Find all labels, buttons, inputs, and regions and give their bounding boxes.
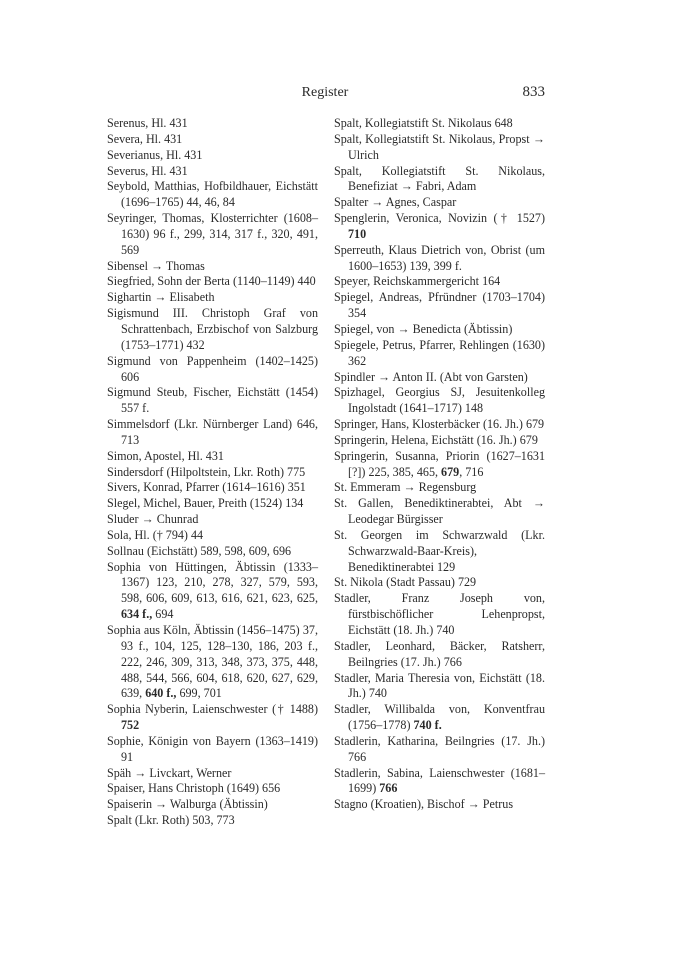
index-entry: Stadler, Maria Theresia von, Eichstätt (18. Jh.) 740: [334, 670, 545, 701]
index-entry: Spaiser, Hans Christoph (1649) 656: [107, 781, 281, 796]
index-entry: Seyringer, Thomas, Klosterrichter (1608–1630) 96 f., 299, 314, 317 f., 320, 491, 569: [107, 211, 318, 257]
index-entry: [334, 766, 545, 798]
index-entry: Spalter → Agnes, Caspar: [334, 195, 457, 210]
entry-text: 694: [152, 607, 174, 622]
index-entry: Spiegele, Petrus, Pfarrer, Rehlingen (1630) 362: [334, 337, 545, 368]
index-entry: St. Georgen im Schwarzwald (Lkr. Schwarzwald-Baar-Kreis), Benediktinerabtei 129: [334, 527, 545, 574]
index-entry: Sibensel → Thomas: [107, 258, 205, 273]
entry-page-bold: 634 f.,: [121, 607, 153, 622]
index-entry: [334, 449, 545, 481]
index-entry: Severianus, Hl. 431: [107, 147, 203, 162]
index-entry: Spalt (Lkr. Roth) 503, 773: [107, 813, 235, 828]
index-entry: Sophie, Königin von Bayern (1363–1419) 91: [107, 733, 318, 764]
index-entry: Sollnau (Eichstätt) 589, 598, 609, 696: [107, 543, 292, 558]
index-entry: Stagno (Kroatien), Bischof → Petrus: [334, 797, 514, 812]
index-entry: Sigmund Steub, Fischer, Eichstätt (1454) 557 f.: [107, 385, 318, 416]
entry-page-bold: 740 f.: [413, 718, 442, 733]
entry-text: Sophia von Hüttingen, Äbtissin (1333–1367) 123, 210, 278, 327, 579, 593, 598, 606, 609, 613, 616, 621, 623, 625,: [107, 559, 318, 606]
entry-page-bold: 679: [441, 464, 460, 479]
entry-page-bold: 640 f.,: [145, 686, 177, 701]
index-entry: Springer, Hans, Klosterbäcker (16. Jh.) 679: [334, 417, 545, 432]
entry-text: Springerin, Susanna, Priorin (1627–1631 [?]) 225, 385, 465,: [334, 448, 545, 479]
index-entry: Späh → Livckart, Werner: [107, 765, 232, 780]
index-column-left: [107, 116, 318, 829]
page-number: 833: [522, 84, 545, 100]
index-entry: Spizhagel, Georgius SJ, Jesuitenkolleg Ingolstadt (1641–1717) 148: [334, 385, 545, 416]
index-entry: Sivers, Konrad, Pfarrer (1614–1616) 351: [107, 480, 306, 495]
index-entry: Spindler → Anton II. (Abt von Garsten): [334, 369, 528, 384]
index-entry: Simmelsdorf (Lkr. Nürnberger Land) 646, 713: [107, 417, 318, 447]
entry-page-bold: 710: [348, 226, 367, 241]
index-entry: Spalt, Kollegiatstift St. Nikolaus, Propst → Ulrich: [334, 131, 545, 162]
index-entry: Springerin, Helena, Eichstätt (16. Jh.) 679: [334, 432, 538, 447]
index-entry: St. Emmeram → Regensburg: [334, 480, 477, 495]
index-entry: Spiegel, Andreas, Pfründner (1703–1704) 354: [334, 290, 545, 321]
index-entry: Spalt, Kollegiatstift St. Nikolaus 648: [334, 116, 513, 130]
index-entry: [107, 623, 318, 702]
index-entry: Seybold, Matthias, Hofbildhauer, Eichstätt (1696–1765) 44, 46, 84: [107, 179, 318, 210]
entry-page-bold: 766: [379, 781, 398, 796]
entry-text: Stadlerin, Sabina, Laienschwester (1681–1699): [334, 765, 545, 796]
index-entry: Sperreuth, Klaus Dietrich von, Obrist (um 1600–1653) 139, 399 f.: [334, 242, 545, 273]
index-entry: Spaiserin → Walburga (Äbtissin): [107, 797, 268, 812]
index-entry: [334, 702, 545, 734]
entry-text: Sophia aus Köln, Äbtissin (1456–1475) 37, 93 f., 104, 125, 128–130, 186, 203 f., 222, 246, 309, 313, 348, 373, 375, 448, 488, 544, 566, 604, 618, 620, 627, 629, 639,: [107, 623, 318, 701]
index-entry: Serenus, Hl. 431: [107, 116, 188, 130]
index-entry: Severa, Hl. 431: [107, 131, 183, 146]
index-entry: [107, 560, 318, 623]
entry-page-bold: 752: [121, 718, 140, 733]
index-column-right: [334, 116, 545, 813]
index-entry: Slegel, Michel, Bauer, Preith (1524) 134: [107, 496, 304, 511]
entry-text: , 716: [459, 464, 484, 479]
entry-text: 699, 701: [176, 686, 222, 701]
index-entry: Sola, Hl. († 794) 44: [107, 527, 204, 542]
index-entry: [334, 211, 545, 243]
index-entry: Speyer, Reichskammergericht 164: [334, 274, 501, 289]
entry-text: Spenglerin, Veronica, Novizin († 1527): [334, 211, 545, 226]
index-entry: Spalt, Kollegiatstift St. Nikolaus, Benefiziat → Fabri, Adam: [334, 163, 545, 194]
index-entry: Simon, Apostel, Hl. 431: [107, 448, 224, 463]
index-entry: Severus, Hl. 431: [107, 163, 188, 178]
index-entry: Stadler, Leonhard, Bäcker, Ratsherr, Beilngries (17. Jh.) 766: [334, 638, 545, 669]
entry-text: Stadler, Willibalda von, Konventfrau (1756–1778): [334, 702, 545, 733]
running-header: Register: [301, 85, 349, 100]
index-entry: St. Nikola (Stadt Passau) 729: [334, 575, 477, 590]
index-entry: St. Gallen, Benediktinerabtei, Abt → Leodegar Bürgisser: [334, 496, 545, 527]
index-entry: Spiegel, von → Benedicta (Äbtissin): [334, 321, 513, 336]
index-entry: Sigmund von Pappenheim (1402–1425) 606: [107, 353, 318, 384]
index-entry: [107, 702, 318, 734]
index-entry: Sluder → Chunrad: [107, 512, 199, 527]
index-entry: Sighartin → Elisabeth: [107, 290, 215, 305]
index-entry: Siegfried, Sohn der Berta (1140–1149) 440: [107, 274, 316, 289]
index-entry: Stadlerin, Katharina, Beilngries (17. Jh.) 766: [334, 733, 545, 764]
index-entry: Sindersdorf (Hilpoltstein, Lkr. Roth) 775: [107, 464, 306, 479]
entry-text: Sophia Nyberin, Laienschwester († 1488): [107, 702, 318, 717]
index-entry: Stadler, Franz Joseph von, fürstbischöflicher Lehenpropst, Eichstätt (18. Jh.) 740: [334, 591, 545, 637]
index-entry: Sigismund III. Christoph Graf von Schrattenbach, Erzbischof von Salzburg (1753–1771) 432: [107, 306, 318, 352]
